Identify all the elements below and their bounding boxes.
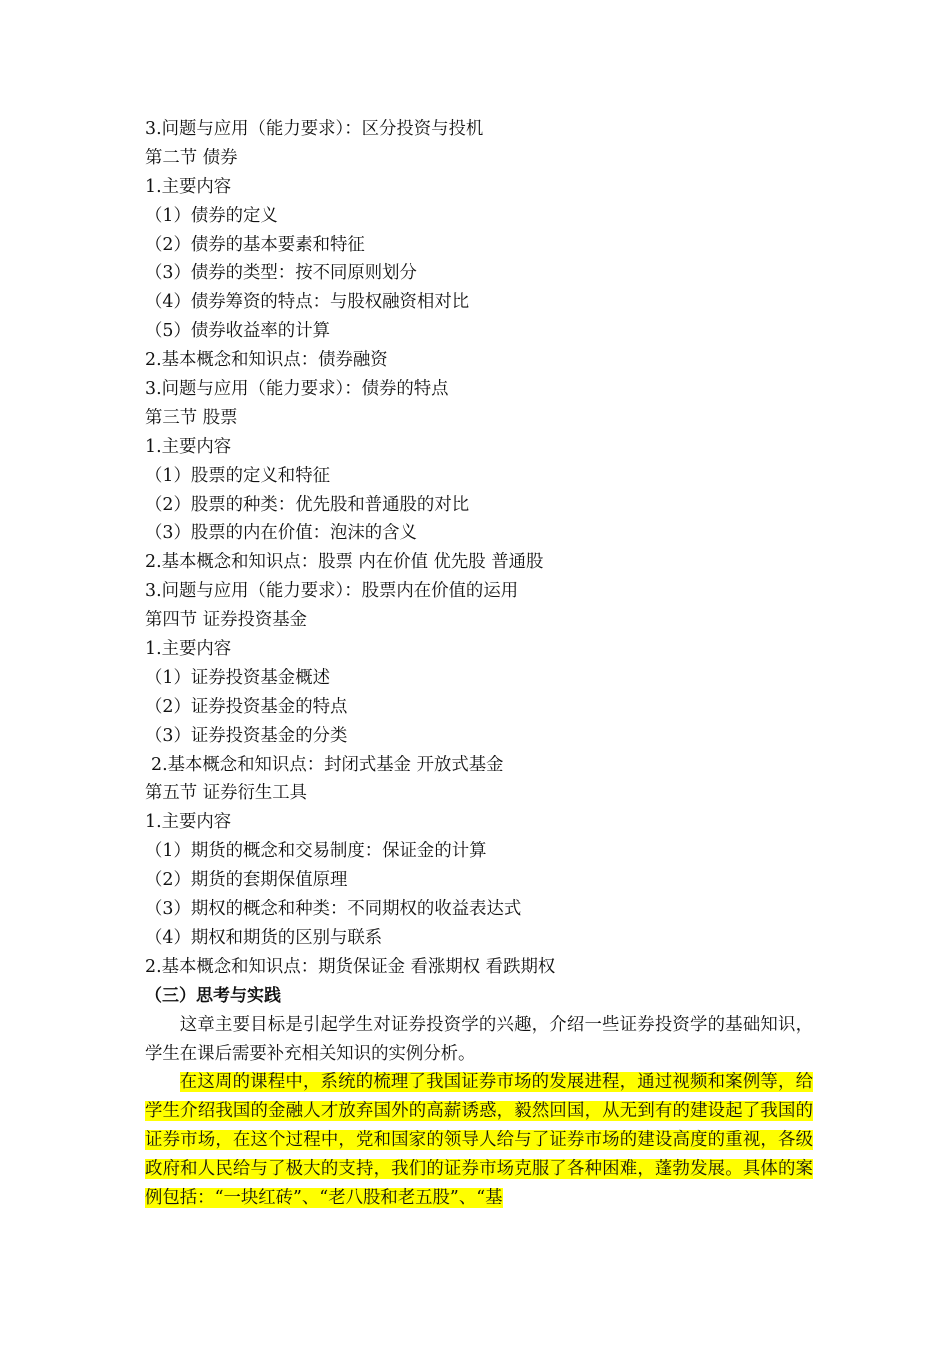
text-line: 3.问题与应用（能力要求）：股票内在价值的运用 xyxy=(145,581,519,602)
text-line: 3.问题与应用（能力要求）：债券的特点 xyxy=(145,379,449,400)
text-line: 2.基本概念和知识点：期货保证金 看涨期权 看跌期权 xyxy=(145,956,556,977)
text-line: 1.主要内容 xyxy=(145,639,232,660)
section-heading: （三）思考与实践 xyxy=(145,985,281,1006)
section-title: 第五节 证券衍生工具 xyxy=(145,783,308,804)
document-content xyxy=(145,115,813,1213)
list-item: （1）股票的定义和特征 xyxy=(145,465,330,486)
section-title: 第三节 股票 xyxy=(145,407,238,428)
text-line: 1.主要内容 xyxy=(145,812,232,833)
list-item: （4）债券筹资的特点：与股权融资相对比 xyxy=(145,292,470,313)
list-item: （5）债券收益率的计算 xyxy=(145,321,330,342)
list-item: （3）期权的概念和种类：不同期权的收益表达式 xyxy=(145,899,522,920)
list-item: （2）债券的基本要素和特征 xyxy=(145,234,365,255)
section-title: 第四节 证券投资基金 xyxy=(145,610,308,631)
list-item: （3）股票的内在价值：泡沫的含义 xyxy=(145,523,417,544)
text-line: 3.问题与应用（能力要求）：区分投资与投机 xyxy=(145,119,484,139)
list-item: （1）证券投资基金概述 xyxy=(145,667,330,688)
list-item: （3）证券投资基金的分类 xyxy=(145,725,348,746)
paragraph: 这章主要目标是引起学生对证券投资学的兴趣，介绍一些证券投资学的基础知识，学生在课后需要补充相关知识的实例分析。 xyxy=(145,1014,813,1064)
list-item: （2）证券投资基金的特点 xyxy=(145,696,348,717)
list-item: （2）期货的套期保值原理 xyxy=(145,870,348,891)
highlighted-text: 在这周的课程中，系统的梳理了我国证券市场的发展进程，通过视频和案例等，给学生介绍我国的金融人才放弃国外的高薪诱惑，毅然回国，从无到有的建设起了我国的证券市场，在这个过程中，党和国家的领导人给与了证券市场的建设高度的重视，各级政府和人民给与了极大的支持，我们的证券市场克服了各种困难，蓬勃发展。具体的案例包括：“一块红砖”、“老八股和老五股”、“基 xyxy=(145,1072,813,1209)
list-item: （1）债券的定义 xyxy=(145,205,278,226)
list-item: （1）期货的概念和交易制度：保证金的计算 xyxy=(145,841,487,862)
text-line: 1.主要内容 xyxy=(145,176,232,197)
list-item: （3）债券的类型：按不同原则划分 xyxy=(145,263,417,284)
list-item: （2）股票的种类：优先股和普通股的对比 xyxy=(145,494,470,515)
text-line: 2.基本概念和知识点：债券融资 xyxy=(145,350,388,371)
text-line: 2.基本概念和知识点：股票 内在价值 优先股 普通股 xyxy=(145,552,544,573)
text-line: 1.主要内容 xyxy=(145,436,232,457)
section-title: 第二节 债券 xyxy=(145,147,238,168)
text-line: 2.基本概念和知识点：封闭式基金 开放式基金 xyxy=(151,754,504,775)
list-item: （4）期权和期货的区别与联系 xyxy=(145,927,383,948)
highlighted-paragraph xyxy=(145,1068,813,1213)
